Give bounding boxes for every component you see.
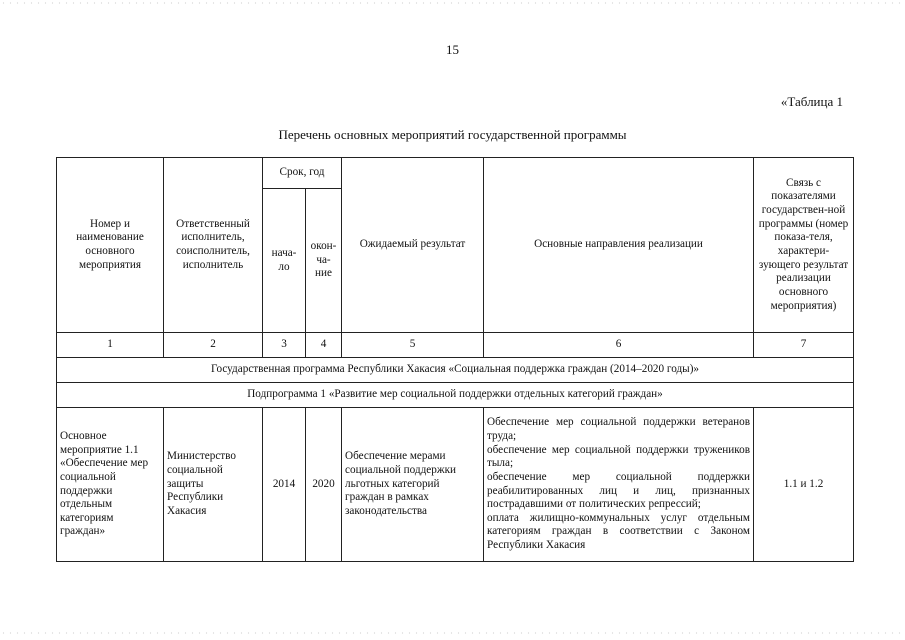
column-number: 2 — [164, 333, 263, 358]
direction-text-1: мер социальной поддержки ветеранов труда; — [487, 416, 751, 442]
indicator-link-cell: 1.1 и 1.2 — [754, 408, 854, 562]
column-number: 5 — [342, 333, 484, 358]
subprogram-row — [57, 383, 854, 408]
column-number: 1 — [57, 333, 164, 358]
column-numbers-row — [57, 333, 854, 358]
column-number: 3 — [263, 333, 306, 358]
subprogram-title: Подпрограмма 1 «Развитие мер социальной поддержки отдельных категорий граждан» — [57, 383, 854, 408]
header-term-year: Срок, год — [263, 158, 342, 189]
table-label: «Таблица 1 — [780, 94, 843, 109]
direction-item: оплата жилищно-коммунальных услуг отдельным категориям граждан в соответствии с Законом Республики Хакасия — [487, 511, 751, 552]
activities-table — [56, 157, 854, 562]
scan-noise-bottom — [0, 632, 905, 634]
header-end-year: окон- ча- ние — [306, 189, 342, 333]
scan-noise-top — [0, 2, 905, 4]
directions-cell — [484, 408, 754, 562]
program-title: Государственная программа Республики Хакасия «Социальная поддержка граждан (2014–2020 годы)» — [57, 358, 854, 383]
activity-name-cell: Основное мероприятие 1.1 «Обеспечение мер социальной поддержки отдельным категориям граждан» — [57, 408, 164, 562]
executor-cell: Министерство социальной защиты Республики Хакасия — [164, 408, 263, 562]
header-expected-result: Ожидаемый результат — [342, 158, 484, 333]
column-number: 6 — [484, 333, 754, 358]
program-row — [57, 358, 854, 383]
direction-first-word: Обеспечение — [487, 416, 550, 429]
direction-item: обеспечение мер социальной поддержки тружеников тыла; — [487, 443, 751, 470]
header-directions: Основные направления реализации — [484, 158, 754, 333]
table-row — [57, 408, 854, 562]
direction-item: обеспечение мер социальной поддержки реабилитированных лиц и лиц, признанных пострадавшими от политических репрессий; — [487, 470, 751, 511]
header-executor: Ответственный исполнитель, соисполнитель, исполнитель — [164, 158, 263, 333]
page-number: 15 — [446, 42, 459, 57]
column-number: 4 — [306, 333, 342, 358]
header-start-year: нача- ло — [263, 189, 306, 333]
header-indicators-link: Связь с показателями государствен-ной программы (номер показа-теля, характери-зующего результат реализации основного мероприятия) — [754, 158, 854, 333]
column-number: 7 — [754, 333, 854, 358]
start-year-cell: 2014 — [263, 408, 306, 562]
header-row-top — [57, 158, 854, 189]
header-activity-name: Номер и наименование основного мероприятия — [57, 158, 164, 333]
document-title: Перечень основных мероприятий государственной программы — [278, 127, 627, 142]
end-year-cell: 2020 — [306, 408, 342, 562]
direction-item — [487, 416, 750, 443]
expected-result-cell: Обеспечение мерами социальной поддержки льготных категорий граждан в рамках законодательства — [342, 408, 484, 562]
